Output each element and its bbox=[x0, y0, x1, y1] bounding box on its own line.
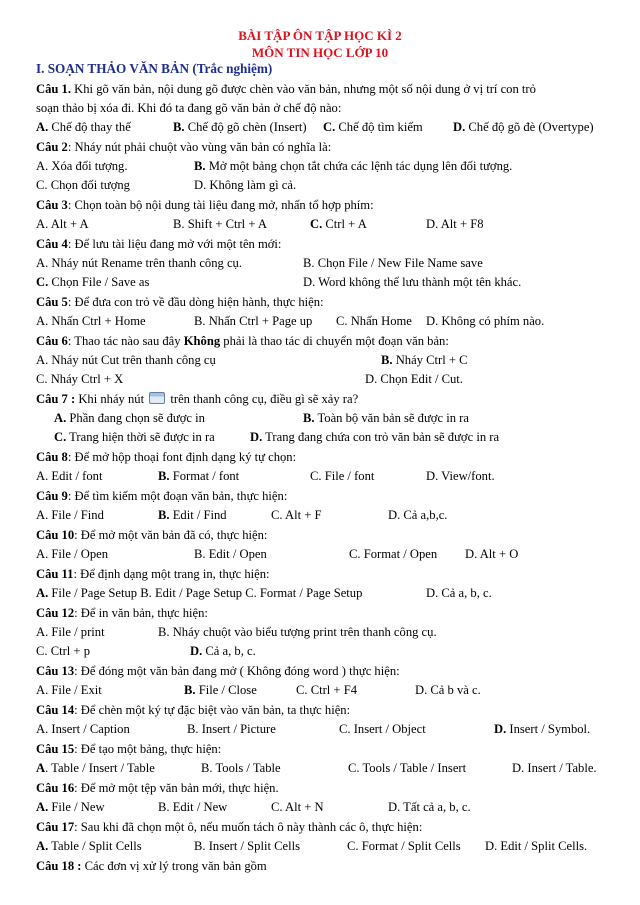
answers-14: A. Insert / Caption B. Insert / Picture C. Insert / Object D. Insert / Symbol. bbox=[36, 722, 591, 736]
answers-16: A. File / New B. Edit / New C. Alt + N D. Tất cả a, b, c. bbox=[36, 800, 471, 814]
answers-2-row2: C. Chọn đối tượng D. Không làm gì cả. bbox=[36, 178, 297, 192]
print-icon bbox=[149, 392, 165, 404]
section-heading: I. SOẠN THẢO VĂN BẢN (Trắc nghiệm) bbox=[36, 61, 273, 76]
question-12: Câu 12: Để in văn bản, thực hiện: bbox=[36, 606, 208, 620]
question-8: Câu 8: Để mở hộp thoại font định dạng ký tự chọn: bbox=[36, 450, 297, 464]
question-10: Câu 10: Để mở một văn bản đã có, thực hiện: bbox=[36, 528, 268, 542]
document-subtitle: MÔN TIN HỌC LỚP 10 bbox=[251, 45, 389, 60]
question-11: Câu 11: Để định dạng một trang in, thực hiện: bbox=[36, 567, 270, 581]
answers-5: A. Nhấn Ctrl + Home B. Nhấn Ctrl + Page up C. Nhấn Home D. Không có phím nào. bbox=[36, 314, 545, 328]
question-9: Câu 9: Để tìm kiếm một đoạn văn bản, thực hiện: bbox=[36, 489, 288, 503]
answers-4-row2: C. Chọn File / Save as D. Word không thể lưu thành một tên khác. bbox=[36, 275, 522, 289]
question-13: Câu 13: Để đóng một văn bản đang mở ( Không đóng word ) thực hiện: bbox=[36, 664, 400, 678]
answers-6-row2: C. Nháy Ctrl + X D. Chọn Edit / Cut. bbox=[36, 372, 463, 386]
question-15: Câu 15: Để tạo một bảng, thực hiện: bbox=[36, 742, 222, 756]
question-3: Câu 3: Chọn toàn bộ nội dung tài liệu đang mở, nhấn tổ hợp phím: bbox=[36, 198, 374, 212]
answers-7-row2: C. Trang hiện thời sẽ được in ra D. Trang đang chứa con trỏ văn bản sẽ được in ra bbox=[54, 430, 500, 444]
answers-7-row1: A. Phần đang chọn sẽ được in B. Toàn bộ văn bản sẽ được in ra bbox=[54, 411, 469, 425]
question-1: Câu 1. Khi gõ văn bản, nội dung gõ được chèn vào văn bản, nhưng một số nội dung ở vị trí con trỏ bbox=[36, 82, 536, 96]
answers-15: A. Table / Insert / Table B. Tools / Table C. Tools / Table / Insert D. Insert / Table. bbox=[36, 761, 597, 775]
question-14: Câu 14: Để chèn một ký tự đặc biệt vào văn bản, ta thực hiện: bbox=[36, 703, 351, 717]
question-5: Câu 5: Để đưa con trỏ về đầu dòng hiện hành, thực hiện: bbox=[36, 295, 324, 309]
question-4: Câu 4: Để lưu tài liệu đang mở với một tên mới: bbox=[36, 237, 282, 251]
question-1-cont: soạn thảo bị xóa đi. Khi đó ta đang gõ văn bản ở chế độ nào: bbox=[36, 101, 342, 115]
document-title: BÀI TẬP ÔN TẬP HỌC KÌ 2 bbox=[238, 28, 402, 43]
answers-12-row2: C. Ctrl + p D. Cả a, b, c. bbox=[36, 644, 256, 658]
question-6: Câu 6: Thao tác nào sau đây Không phải là thao tác di chuyển một đoạn văn bản: bbox=[36, 334, 449, 348]
answers-6-row1: A. Nháy nút Cut trên thanh công cụ B. Nháy Ctrl + C bbox=[36, 353, 468, 367]
question-17: Câu 17: Sau khi đã chọn một ô, nếu muốn tách ô này thành các ô, thực hiện: bbox=[36, 820, 423, 834]
answers-11: A. File / Page Setup B. Edit / Page Setup C. Format / Page Setup D. Cả a, b, c. bbox=[36, 586, 492, 600]
question-2: Câu 2: Nháy nút phải chuột vào vùng văn bản có nghĩa là: bbox=[36, 140, 332, 154]
answers-3: A. Alt + A B. Shift + Ctrl + A C. Ctrl + A D. Alt + F8 bbox=[36, 217, 484, 231]
answers-17: A. Table / Split Cells B. Insert / Split Cells C. Format / Split Cells D. Edit / Split Cells. bbox=[36, 839, 588, 853]
question-7: Câu 7 : Khi nháy nút trên thanh công cụ, điều gì sẽ xảy ra? bbox=[36, 392, 359, 406]
answers-12-row1: A. File / print B. Nháy chuột vào biểu tượng print trên thanh công cụ. bbox=[36, 625, 437, 639]
answers-13: A. File / Exit B. File / Close C. Ctrl + F4 D. Cả b và c. bbox=[36, 683, 481, 697]
answers-2-row1: A. Xóa đối tượng. B. Mở một bảng chọn tắt chứa các lệnh tác dụng lên đối tượng. bbox=[36, 159, 513, 173]
question-16: Câu 16: Để mở một tệp văn bản mới, thực hiện. bbox=[36, 781, 279, 795]
answers-9: A. File / Find B. Edit / Find C. Alt + F D. Cả a,b,c. bbox=[36, 508, 448, 522]
answers-1: A. Chế độ thay thế B. Chế độ gõ chèn (Insert) C. Chế độ tìm kiếm D. Chế độ gõ đè (Overtype) bbox=[36, 120, 594, 134]
question-18: Câu 18 : Các đơn vị xử lý trong văn bản gồm bbox=[36, 859, 267, 873]
answers-8: A. Edit / font B. Format / font C. File / font D. View/font. bbox=[36, 469, 495, 483]
answers-4-row1: A. Nháy nút Rename trên thanh công cụ. B. Chọn File / New File Name save bbox=[36, 256, 483, 270]
answers-10: A. File / Open B. Edit / Open C. Format / Open D. Alt + O bbox=[36, 547, 519, 561]
